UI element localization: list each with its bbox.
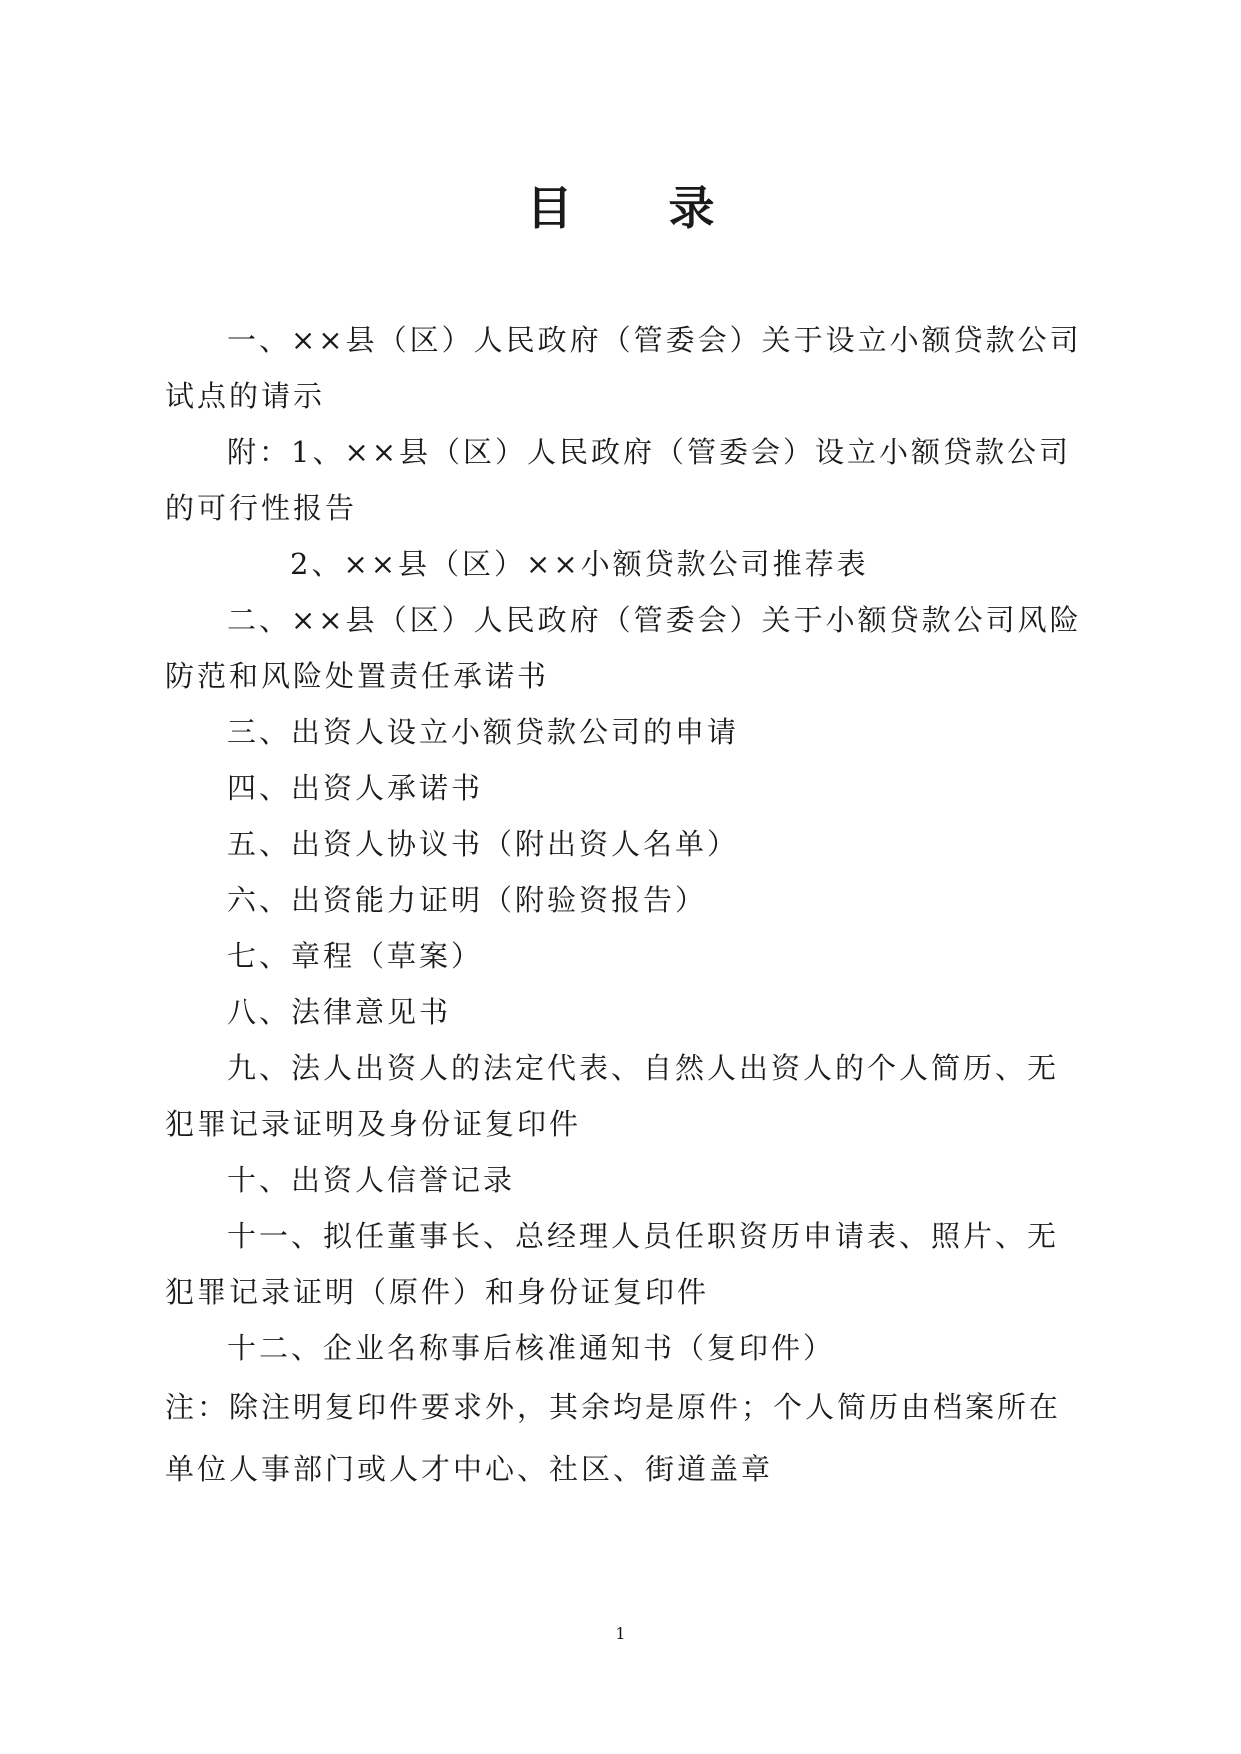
footnote: 注：除注明复印件要求外，其余均是原件；个人简历由档案所在单位人事部门或人才中心、社区、街道盖章: [165, 1390, 1062, 1486]
toc-entry-5: 五、出资人协议书（附出资人名单）: [227, 827, 740, 861]
toc-entry-appendix-1: 附：1、××县（区）人民政府（管委会）设立小额贷款公司的可行性报告: [165, 435, 1072, 525]
toc-entry-9: 九、法人出资人的法定代表、自然人出资人的个人简历、无犯罪记录证明及身份证复印件: [165, 1051, 1060, 1141]
table-of-contents: [165, 312, 1085, 1500]
toc-entry-8: 八、法律意见书: [227, 995, 452, 1029]
toc-entry-7: 七、章程（草案）: [227, 939, 484, 973]
toc-entry-2: 二、××县（区）人民政府（管委会）关于小额贷款公司风险防范和风险处置责任承诺书: [165, 603, 1082, 693]
toc-entry-10: 十、出资人信誉记录: [227, 1163, 516, 1197]
toc-entry-3: 三、出资人设立小额贷款公司的申请: [227, 715, 740, 749]
toc-entry-12: 十二、企业名称事后核准通知书（复印件）: [227, 1331, 836, 1365]
toc-entry-11: 十一、拟任董事长、总经理人员任职资历申请表、照片、无犯罪记录证明（原件）和身份证复印件: [165, 1219, 1060, 1309]
toc-entry-6: 六、出资能力证明（附验资报告）: [227, 883, 708, 917]
toc-entry-1: 一、××县（区）人民政府（管委会）关于设立小额贷款公司试点的请示: [165, 323, 1082, 413]
page-title: 目 录: [526, 181, 755, 235]
page-number: 1: [615, 1624, 626, 1643]
toc-entry-appendix-2: 2、××县（区）××小额贷款公司推荐表: [290, 547, 869, 581]
toc-entry-4: 四、出资人承诺书: [227, 771, 484, 805]
